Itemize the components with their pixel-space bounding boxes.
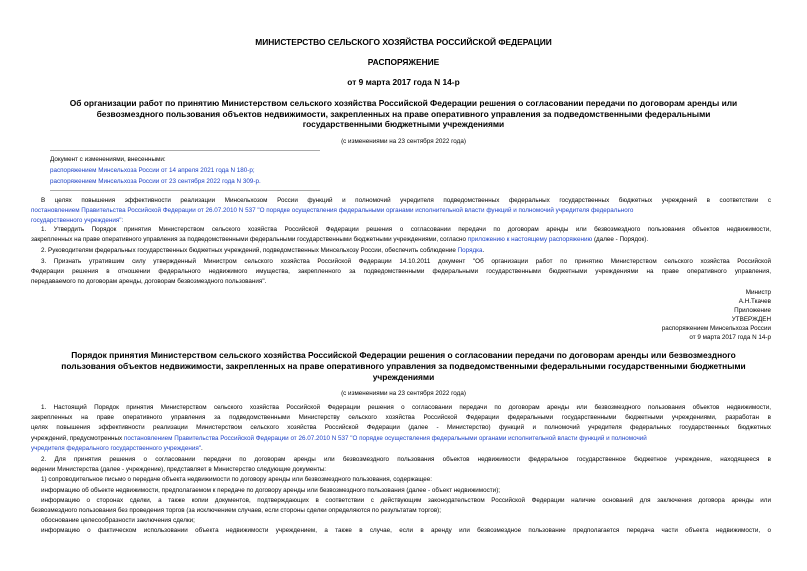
order-title-line: учреждениями (372, 372, 435, 382)
paragraph-line (31, 235, 771, 245)
bullet-line: обоснование целесообразности заключения сделки; (41, 517, 195, 525)
paragraph-text: учреждений, предусмотренных (31, 434, 124, 442)
paragraph-text: 2. Руководителям федеральных государственных бюджетных учреждений, подведомственных Минсельхозу России, обеспечить соблюдение (41, 247, 458, 254)
appendix-label: Приложение (734, 307, 771, 315)
revision-note: (с изменениями на 23 сентября 2022 года) (341, 138, 466, 145)
doc-title-line: безвозмездного пользования объектов недвижимости, закрепленных на праве оперативного управления за подведомственными федеральными (96, 109, 711, 119)
paragraph-line: 2. Для принятия решения о согласовании передачи по договорам аренды или безвозмездного пользования объектов недвижимости федеральное государственное бюджетное учреждение, находящееся в (41, 456, 771, 463)
appendix-link[interactable]: приложению к настоящему распоряжению (467, 236, 593, 244)
law-link[interactable]: государственного учреждения": (31, 217, 124, 225)
paragraph-line (31, 444, 771, 454)
paragraph-line: целях повышения эффективности реализации Министерством сельского хозяйства Российской Федерации (далее - Министерство) функций и полномочий учредителя федеральных государственных бюджетных (31, 424, 771, 432)
paragraph-line: 3. Признать утратившим силу утвержденный Министром сельского хозяйства Российской Федерации 14.10.2011 документ "Об организации работ по принятию Министерством сельского хозяйства Российской (41, 258, 771, 265)
order-title-line: пользования объектов недвижимости, закрепленных на праве оперативного управления за подведомственными федеральными государственными бюджетными (61, 361, 746, 371)
order-paragraph-1 (31, 403, 771, 454)
order-paragraph-2 (31, 455, 771, 537)
bullet-line: информацию о фактическом использовании объекта недвижимости учреждением, а также в случае, если в аренду или безвозмездное пользование предполагается передача части объекта недвижимости, о (41, 527, 771, 535)
paragraph-line: закрепленных на праве оперативного управления за подведомственными Министерству сельского хозяйства Российской Федерации федеральными государственными бюджетными учреждениями, разработан в (31, 414, 771, 422)
signature-name: А.Н.Ткачев (738, 298, 771, 306)
item-3-paragraph (31, 257, 771, 288)
paragraph-line: ведении Министерства (далее - учреждение), представляет в Министерство следующие документы: (31, 466, 326, 474)
amendment-link[interactable]: распоряжением Минсельхоза России от 23 сентября 2022 года N 309-р. (50, 178, 261, 185)
divider (50, 190, 320, 191)
signature-position: Министр (745, 289, 771, 296)
doc-title-line: Об организации работ по принятию Министерством сельского хозяйства Российской Федерации решения о согласовании передачи по договорам аренды или (69, 98, 738, 108)
paragraph-text: . (482, 247, 485, 254)
paragraph-line: 1. Утвердить Порядок принятия Министерством сельского хозяйства Российской Федерации решения о согласовании передачи по договорам аренды или безвозмездного пользования объектов недвижимости, (41, 226, 771, 233)
subitem-1: 1) сопроводительное письмо о передаче объекта недвижимости по договору аренды или безвозмездного пользования, содержащее: (41, 476, 433, 484)
ministry-heading: МИНИСТЕРСТВО СЕЛЬСКОГО ХОЗЯЙСТВА РОССИЙСКОЙ ФЕДЕРАЦИИ (255, 37, 552, 47)
amendments-intro: Документ с изменениями, внесенными: (50, 156, 166, 163)
doc-type-heading: РАСПОРЯЖЕНИЕ (367, 57, 440, 67)
doc-title-line: государственными бюджетными учреждениями (302, 119, 505, 129)
item-1-paragraph (31, 225, 771, 245)
paragraph-text: закрепленных на праве оперативного управления за подведомственными федеральными государственными бюджетными учреждениями, согласно (31, 236, 468, 244)
amendment-link[interactable]: распоряжением Минсельхоза России от 14 апреля 2021 года N 180-р; (50, 167, 255, 174)
law-link-text[interactable]: постановлением Правительства Российской Федерации от 26.07.2010 N 537 "О порядке осуществления федеральными органами исполнительной власти функций и полномочий учредителя федерального (31, 207, 634, 215)
bullet-line: информацию об объекте недвижимости, предполагаемом к передаче по договору аренды или безвозмездного пользования (далее - объект недвижимости); (41, 486, 501, 494)
law-link[interactable] (31, 206, 771, 216)
paragraph-line: передаваемого по договорам аренды, договорам безвозмездного пользования". (31, 278, 267, 286)
item-2-paragraph (31, 246, 771, 256)
paragraph-line: Федерации решения в отношении федерального недвижимого имущества, закрепленного за подведомственными федеральными государственными бюджетными учреждениями на праве оперативного управления, (31, 268, 771, 276)
paragraph-line (31, 434, 771, 444)
approved-by: распоряжением Минсельхоза России (661, 325, 771, 333)
bullet-line: безвозмездного пользования без проведения торгов (за исключением случаев, если стороны сделки определяются по результатам торгов); (31, 507, 442, 515)
order-link[interactable]: Порядка (457, 247, 483, 254)
paragraph-text: (далее - Порядок). (592, 236, 649, 244)
preamble-paragraph (31, 196, 771, 227)
paragraph-line (31, 246, 771, 256)
divider (50, 150, 320, 151)
bullet-line: информацию о сторонах сделки, а также копии документов, подтверждающих в соответствии с действующим законодательством Российской Федерации наличие оснований для заключения договора аренды или (41, 496, 771, 504)
law-link[interactable]: постановлением Правительства Российской Федерации от 26.07.2010 N 537 "О порядке осуществления федеральными органами исполнительной власти функций и полномочий (123, 434, 647, 442)
order-title-line: Порядок принятия Министерством сельского хозяйства Российской Федерации решения о согласовании передачи по договорам аренды или безвозмездного (71, 350, 736, 360)
approved-date: от 9 марта 2017 года N 14-р (689, 334, 771, 342)
doc-date-number: от 9 марта 2017 года N 14-р (347, 77, 460, 87)
paragraph-text: . (201, 444, 203, 452)
paragraph-line: 1. Настоящий Порядок принятия Министерством сельского хозяйства Российской Федерации решения о согласовании передачи по договорам аренды или безвозмездного пользования объектов недвижимости, (41, 404, 771, 411)
order-revision-note: (с изменениями на 23 сентября 2022 года) (341, 390, 466, 397)
approved-label: УТВЕРЖДЕН (731, 316, 771, 324)
signature-block (662, 288, 771, 343)
paragraph-line: В целях повышения эффективности реализации Минсельхозом России функций и полномочий учредителя подведомственных федеральных государственных бюджетных учреждений в соответствии с (41, 197, 771, 204)
law-link[interactable]: учредителя федерального государственного учреждения" (31, 444, 201, 452)
